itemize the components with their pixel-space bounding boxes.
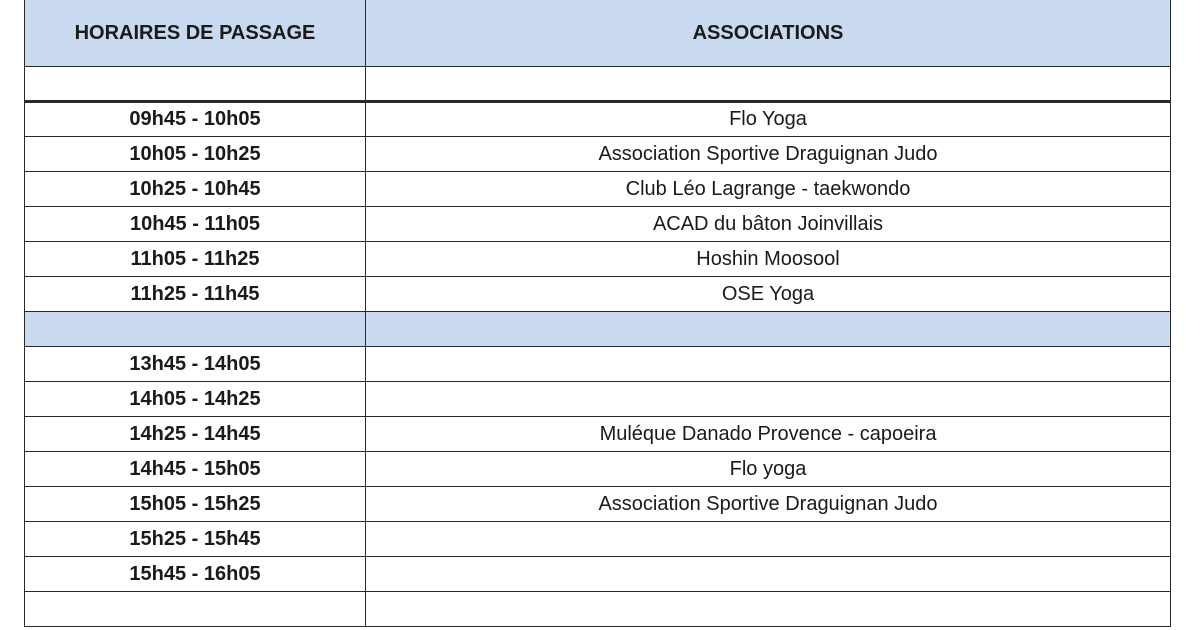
table-row (25, 487, 1171, 522)
time-cell: 10h45 - 11h05 (25, 207, 366, 242)
time-cell (25, 67, 366, 102)
time-cell: 15h25 - 15h45 (25, 522, 366, 557)
header-row (25, 0, 1171, 67)
time-cell: 14h45 - 15h05 (25, 452, 366, 487)
table-row (25, 242, 1171, 277)
association-cell: Association Sportive Draguignan Judo (366, 137, 1171, 172)
association-cell: ACAD du bâton Joinvillais (366, 207, 1171, 242)
time-cell: 15h45 - 16h05 (25, 557, 366, 592)
association-cell: Flo Yoga (366, 102, 1171, 137)
time-cell: 10h05 - 10h25 (25, 137, 366, 172)
time-cell: 13h45 - 14h05 (25, 347, 366, 382)
association-cell (366, 557, 1171, 592)
time-cell: 11h25 - 11h45 (25, 277, 366, 312)
time-cell (25, 592, 366, 627)
table-row (25, 207, 1171, 242)
association-cell: Muléque Danado Provence - capoeira (366, 417, 1171, 452)
association-cell: Flo yoga (366, 452, 1171, 487)
time-cell (25, 312, 366, 347)
association-cell: Club Léo Lagrange - taekwondo (366, 172, 1171, 207)
table-row (25, 592, 1171, 627)
table-row (25, 347, 1171, 382)
header-associations: ASSOCIATIONS (366, 0, 1171, 67)
table-row (25, 452, 1171, 487)
schedule-table (24, 0, 1171, 627)
time-cell: 09h45 - 10h05 (25, 102, 366, 137)
table-row (25, 382, 1171, 417)
association-cell: Hoshin Moosool (366, 242, 1171, 277)
time-cell: 10h25 - 10h45 (25, 172, 366, 207)
association-cell (366, 592, 1171, 627)
table-row-spacer (25, 67, 1171, 102)
association-cell (366, 67, 1171, 102)
association-cell: Association Sportive Draguignan Judo (366, 487, 1171, 522)
time-cell: 15h05 - 15h25 (25, 487, 366, 522)
lunch-break-row (25, 312, 1171, 347)
association-cell (366, 312, 1171, 347)
association-cell (366, 347, 1171, 382)
table-row (25, 102, 1171, 137)
table-row (25, 522, 1171, 557)
table-row (25, 417, 1171, 452)
table-row (25, 172, 1171, 207)
association-cell: OSE Yoga (366, 277, 1171, 312)
association-cell (366, 522, 1171, 557)
time-cell: 14h25 - 14h45 (25, 417, 366, 452)
table-row (25, 277, 1171, 312)
time-cell: 11h05 - 11h25 (25, 242, 366, 277)
association-cell (366, 382, 1171, 417)
header-time: HORAIRES DE PASSAGE (25, 0, 366, 67)
table-row (25, 137, 1171, 172)
table-row (25, 557, 1171, 592)
time-cell: 14h05 - 14h25 (25, 382, 366, 417)
